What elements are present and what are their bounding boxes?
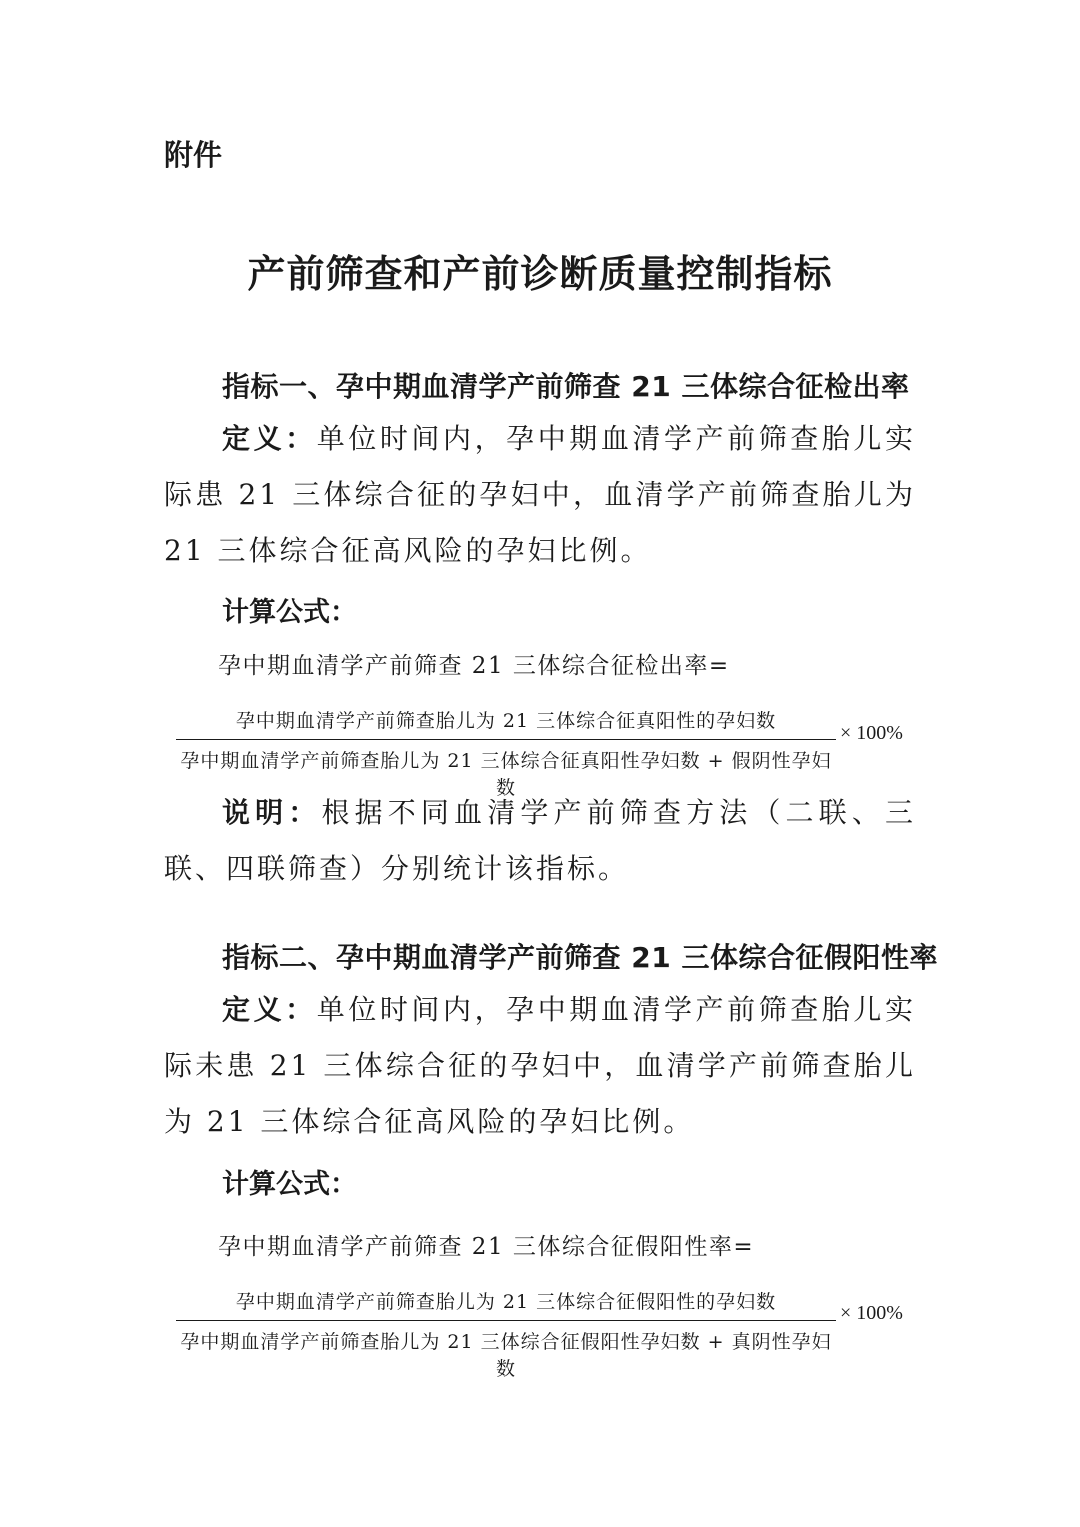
indicator2-denominator: 孕中期血清学产前筛查胎儿为 21 三体综合征假阳性孕妇数 + 真阴性孕妇数 xyxy=(180,1331,832,1380)
indicator1-note-text: 根据不同血清学产前筛查方法（二联、三联、四联筛查）分别统计该指标。 xyxy=(164,796,916,885)
indicator1-heading: 指标一、孕中期血清学产前筛查 21 三体综合征检出率 xyxy=(222,370,910,403)
indicator2-definition-label: 定义： xyxy=(222,993,317,1026)
indicator1-numerator: 孕中期血清学产前筛查胎儿为 21 三体综合征真阳性的孕妇数 xyxy=(235,710,777,732)
indicator1-definition-label: 定义： xyxy=(222,422,317,455)
indicator2-fraction xyxy=(176,1287,836,1381)
indicator1-note xyxy=(164,785,916,897)
indicator1-formula-lhs: 孕中期血清学产前筛查 21 三体综合征检出率= xyxy=(218,653,730,679)
indicator2-multiplier: × 100% xyxy=(840,1302,903,1324)
indicator2-definition-text: 单位时间内，孕中期血清学产前筛查胎儿实际未患 21 三体综合征的孕妇中，血清学产前筛查胎儿为 21 三体综合征高风险的孕妇比例。 xyxy=(164,993,916,1138)
indicator2-heading: 指标二、孕中期血清学产前筛查 21 三体综合征假阳性率 xyxy=(222,941,938,974)
indicator2-definition xyxy=(164,982,916,1150)
indicator1-formula-label: 计算公式： xyxy=(222,597,357,628)
attachment-label: 附件 xyxy=(164,138,223,172)
indicator1-definition xyxy=(164,411,916,579)
indicator1-definition-text: 单位时间内，孕中期血清学产前筛查胎儿实际患 21 三体综合征的孕妇中，血清学产前筛查胎儿为 21 三体综合征高风险的孕妇比例。 xyxy=(164,422,916,567)
indicator2-formula-label: 计算公式： xyxy=(222,1169,357,1200)
indicator2-numerator: 孕中期血清学产前筛查胎儿为 21 三体综合征假阳性的孕妇数 xyxy=(235,1291,777,1313)
indicator1-note-label: 说明： xyxy=(222,796,322,829)
indicator1-denominator: 孕中期血清学产前筛查胎儿为 21 三体综合征真阳性孕妇数 + 假阴性孕妇数 xyxy=(180,750,832,799)
document-title: 产前筛查和产前诊断质量控制指标 xyxy=(247,252,833,296)
indicator2-formula-lhs: 孕中期血清学产前筛查 21 三体综合征假阳性率= xyxy=(218,1234,755,1260)
indicator1-multiplier: × 100% xyxy=(840,722,903,744)
